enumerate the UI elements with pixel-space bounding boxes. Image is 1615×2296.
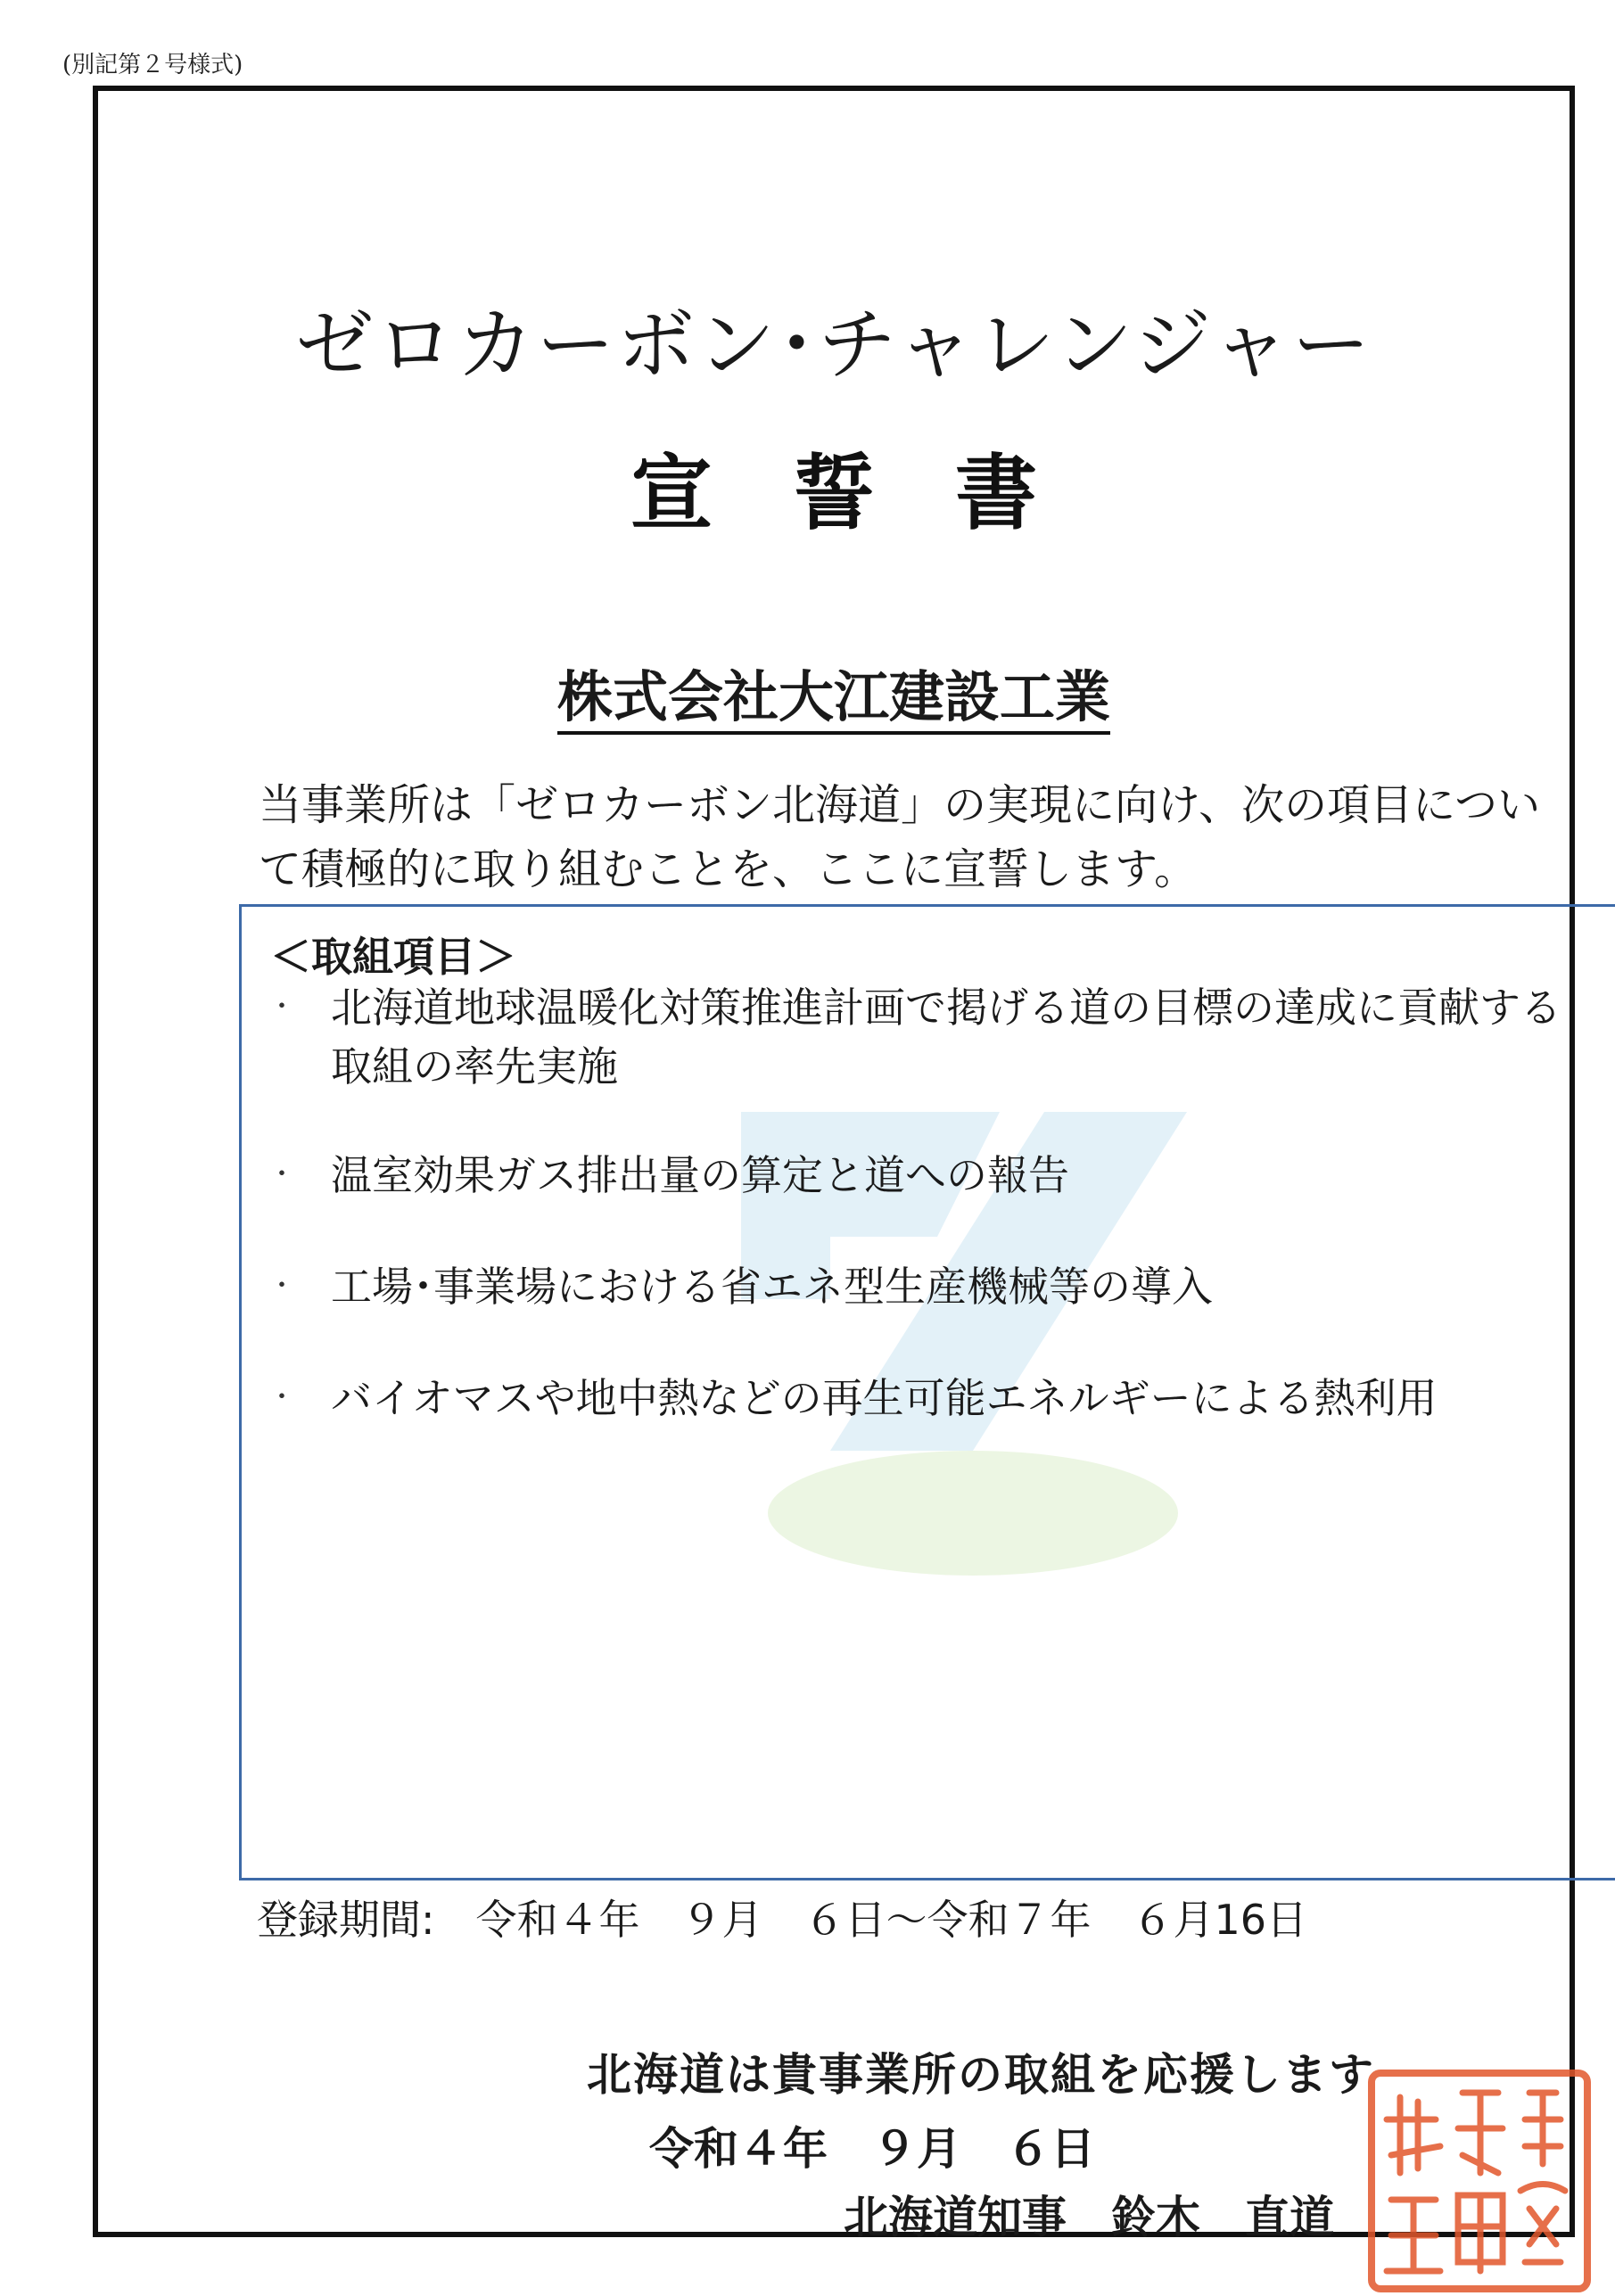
initiative-item bbox=[268, 1257, 1588, 1316]
initiative-text: 工場･事業場における省エネ型生産機械等の導入 bbox=[331, 1263, 1213, 1311]
company-name-text: 株式会社大江建設工業 bbox=[557, 664, 1110, 735]
initiative-item bbox=[268, 1369, 1588, 1428]
watermark-green-shape bbox=[768, 1451, 1178, 1576]
bullet-icon: ・ bbox=[268, 1382, 295, 1413]
initiative-item bbox=[268, 978, 1588, 1096]
declaration-text: 当事業所は「ゼロカーボン北海道」の実現に向け、次の項目について積極的に取り組むことを、ここに宣誓します。 bbox=[259, 780, 1541, 894]
initiative-text: 北海道地球温暖化対策推進計画で掲げる道の目標の達成に貢献する取組の率先実施 bbox=[331, 983, 1561, 1090]
bullet-icon: ・ bbox=[268, 992, 295, 1023]
initiatives-box bbox=[239, 904, 1615, 1880]
certificate-subtitle: 宣誓書 bbox=[630, 446, 1117, 541]
initiatives-heading: ＜取組項目＞ bbox=[270, 933, 516, 981]
registration-period: 登録期間: 令和４年 ９月 ６日～令和７年 ６月16日 bbox=[257, 1896, 1308, 1944]
issue-date: 令和４年 ９月 ６日 bbox=[649, 2123, 1095, 2175]
certificate-frame bbox=[93, 86, 1575, 2243]
governor-seal-stamp bbox=[1364, 2066, 1594, 2296]
bullet-icon: ・ bbox=[268, 1159, 295, 1190]
support-statement: 北海道は貴事業所の取組を応援します bbox=[587, 2049, 1375, 2101]
initiative-text: バイオマスや地中熱などの再生可能エネルギーによる熱利用 bbox=[331, 1374, 1438, 1422]
company-name bbox=[98, 653, 1570, 732]
certificate-title: ゼロカーボン･チャレンジャー bbox=[295, 299, 1372, 391]
initiative-item bbox=[268, 1146, 1588, 1205]
bullet-icon: ・ bbox=[268, 1271, 295, 1302]
initiative-text: 温室効果ガス排出量の算定と道への報告 bbox=[331, 1151, 1069, 1199]
governor-signature: 北海道知事 鈴木 直道 bbox=[844, 2192, 1334, 2243]
form-number-label: (別記第２号様式) bbox=[62, 52, 243, 78]
zero-carbon-logo-watermark bbox=[705, 1032, 1223, 1602]
